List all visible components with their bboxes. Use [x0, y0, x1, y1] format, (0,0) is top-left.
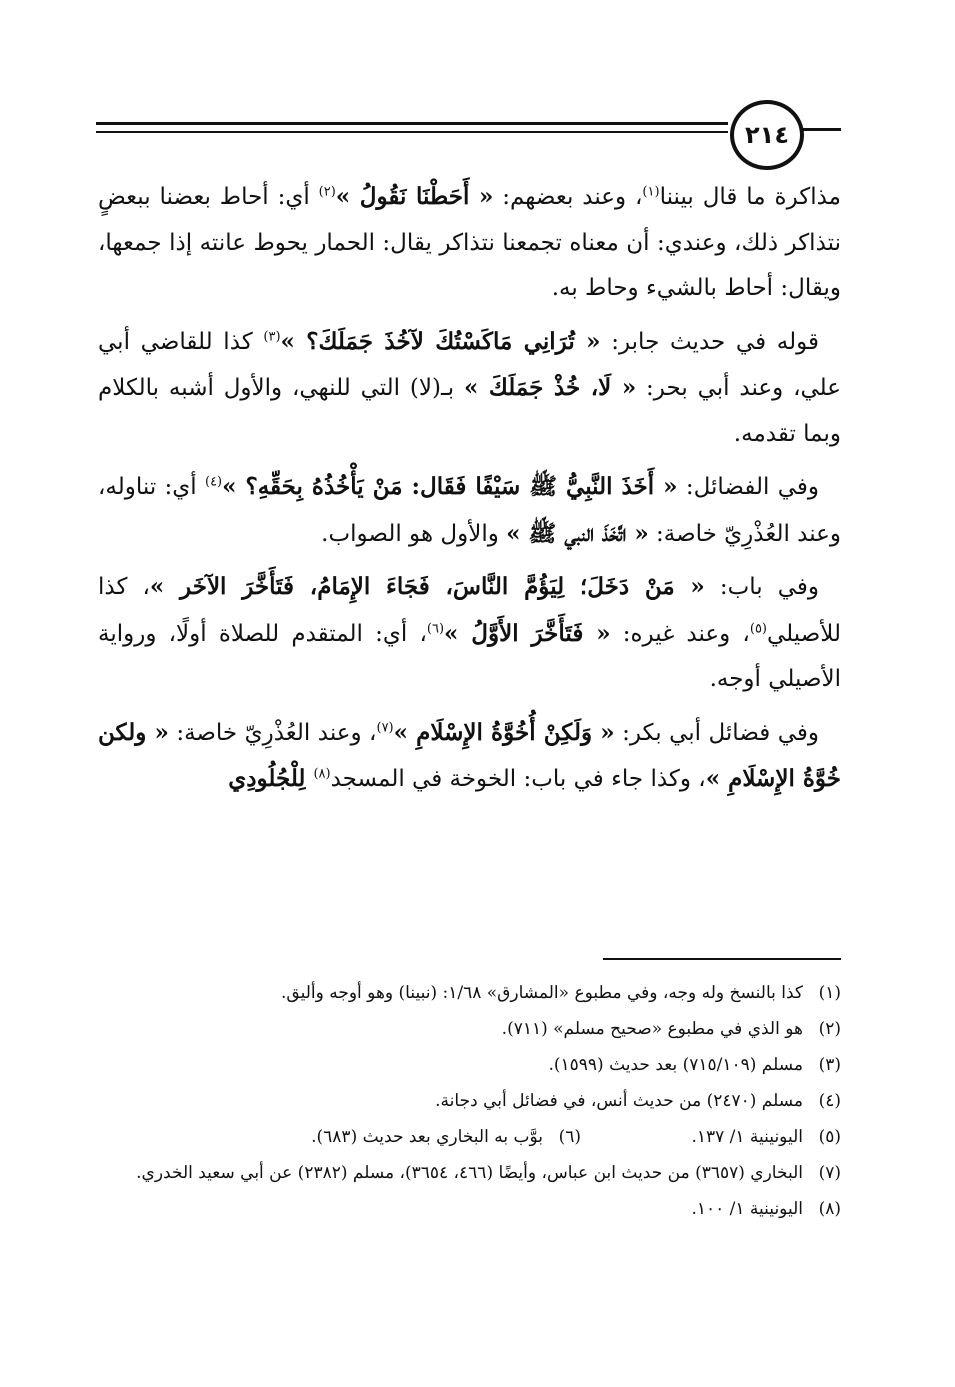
footnote-row-5-6 — [98, 1119, 841, 1155]
text-run: ، وعند العُذْرِيّ خاصة: — [168, 719, 377, 746]
footnote-ref: (٣) — [263, 328, 281, 344]
footnote-number: (٨) — [818, 1199, 841, 1219]
hadith-quote: « أَحَطْنَا نَقُولُ » — [335, 183, 494, 210]
paragraph — [98, 564, 841, 703]
footnote-ref: (٥) — [749, 620, 767, 636]
page-header — [96, 98, 841, 168]
footnote-ref: (٢) — [318, 184, 336, 200]
footnote-text: اليونينية ١/ ١٣٧. — [691, 1127, 803, 1147]
footnote-4 — [98, 1083, 841, 1119]
text-run: ، وعند بعضهم: — [493, 184, 643, 210]
hadith-quote: « وَلَكِنْ أُخُوَّةُ الإِسْلَامِ » — [393, 718, 615, 746]
footnote-number: (٤) — [818, 1091, 841, 1111]
footnote-ref: (١) — [642, 184, 660, 200]
text-run: ، أي: المتقدم للصلاة أولًا، ورواية الأصيلي أوجه. — [98, 620, 841, 692]
header-rule-thin — [96, 131, 728, 133]
footnote-ref: (٦) — [426, 620, 445, 636]
text-run: مذاكرة ما قال بيننا — [659, 184, 841, 210]
hadith-quote: « اتَّخَذَ النبي ﷺ » — [506, 519, 649, 547]
text-run: ، وعند غيره: — [610, 620, 750, 647]
text-run: وفي باب: — [704, 574, 819, 600]
footnote-text: كذا بالنسخ وله وجه، وفي مطبوع «المشارق» ١/٦٨: (نبينا) وهو أوجه وأليق. — [280, 983, 803, 1003]
text-run: والأول هو الصواب. — [321, 520, 507, 547]
footnote-number: (٦) — [558, 1127, 581, 1147]
footnote-8 — [98, 1191, 841, 1227]
footnote-5 — [581, 1119, 841, 1155]
hadith-quote: « أَخَذَ النَّبِيُّ ﷺ سَيْفًا فَقَال: مَنْ يَأْخُذُهُ بِحَقِّهِ؟ » — [222, 473, 678, 500]
main-text — [98, 174, 841, 810]
paragraph — [98, 464, 841, 557]
footnote-text: مسلم (٧١٥/١٠٩) بعد حديث (١٥٩٩). — [548, 1055, 803, 1075]
footnote-number: (٥) — [818, 1127, 841, 1147]
hadith-quote: « فَتَأَخَّرَ الأَوَّلُ » — [444, 619, 611, 647]
paragraph — [98, 319, 841, 458]
text-run: ، وكذا جاء في باب: الخوخة في المسجد — [330, 766, 706, 792]
text-run: أي: تناوله، وعند العُذْرِيّ خاصة: — [98, 474, 841, 547]
hadith-quote: لِلْجُلُودِي — [228, 765, 314, 792]
paragraph — [98, 710, 841, 803]
footnotes — [98, 975, 841, 1227]
hadith-quote: « ولكن خُوَّةُ الإِسْلَامِ » — [98, 718, 841, 792]
footnote-2 — [98, 1011, 841, 1047]
page-number: ٢١٤ — [730, 100, 804, 170]
header-rule-thick — [96, 122, 728, 125]
hadith-quote: « لَا، خُذْ جَمَلَكَ » — [463, 374, 637, 401]
footnote-number: (٣) — [818, 1055, 841, 1075]
hadith-quote: « مَنْ دَخَلَ؛ لِيَؤُمَّ النَّاسَ، فَجَاءَ الإِمَامُ، فَتَأَخَّرَ الآخَر » — [149, 573, 705, 600]
footnote-ref: (٤) — [204, 474, 223, 490]
text-run: أي: أحاط بعضنا ببعضٍ نتذاكر ذلك، وعندي: أن معناه تجمعنا نتذاكر يقال: الحمار يحوط عانته إذا جمعها، ويقال: أحاط بالشيء وحاط به. — [98, 184, 841, 301]
footnote-text: البخاري (٣٦٥٧) من حديث ابن عباس، وأيضًا (٤٦٦، ٣٦٥٤)، مسلم (٢٣٨٢) عن أبي سعيد الخدري. — [136, 1163, 803, 1183]
header-rule-right — [800, 128, 841, 131]
footnote-3 — [98, 1047, 841, 1083]
footnote-text: هو الذي في مطبوع «صحيح مسلم» (٧١١). — [501, 1019, 803, 1039]
footnote-number: (٢) — [818, 1019, 841, 1039]
footnote-number: (١) — [818, 983, 841, 1003]
footnote-1 — [98, 975, 841, 1011]
text-run: كذا للقاضي أبي علي، وعند أبي بحر: — [98, 328, 842, 401]
footnote-text: مسلم (٢٤٧٠) من حديث أنس، في فضائل أبي دجانة. — [435, 1091, 803, 1111]
text-run: ، كذا للأصيلي — [98, 574, 841, 647]
text-run: وفي الفضائل: — [677, 474, 819, 500]
text-run: وفي فضائل أبي بكر: — [614, 719, 819, 746]
footnote-number: (٧) — [818, 1163, 841, 1183]
footnote-ref: (٨) — [313, 766, 331, 782]
footnote-7 — [98, 1155, 841, 1191]
hadith-quote: « تُرَانِي مَاكَسْتُكَ لآخُذَ جَمَلَكَ؟ » — [280, 327, 601, 355]
footnote-separator — [603, 958, 841, 960]
text-run: بـ(لا) التي للنهي، والأول أشبه بالكلام وبما تقدمه. — [98, 375, 841, 447]
footnote-ref: (٧) — [376, 719, 394, 735]
footnote-text: اليونينية ١/ ١٠٠. — [691, 1199, 803, 1219]
footnote-text: بوَّب به البخاري بعد حديث (٦٨٣). — [311, 1127, 543, 1147]
paragraph — [98, 174, 841, 312]
footnote-6 — [141, 1119, 581, 1155]
text-run: قوله في حديث جابر: — [600, 328, 820, 355]
